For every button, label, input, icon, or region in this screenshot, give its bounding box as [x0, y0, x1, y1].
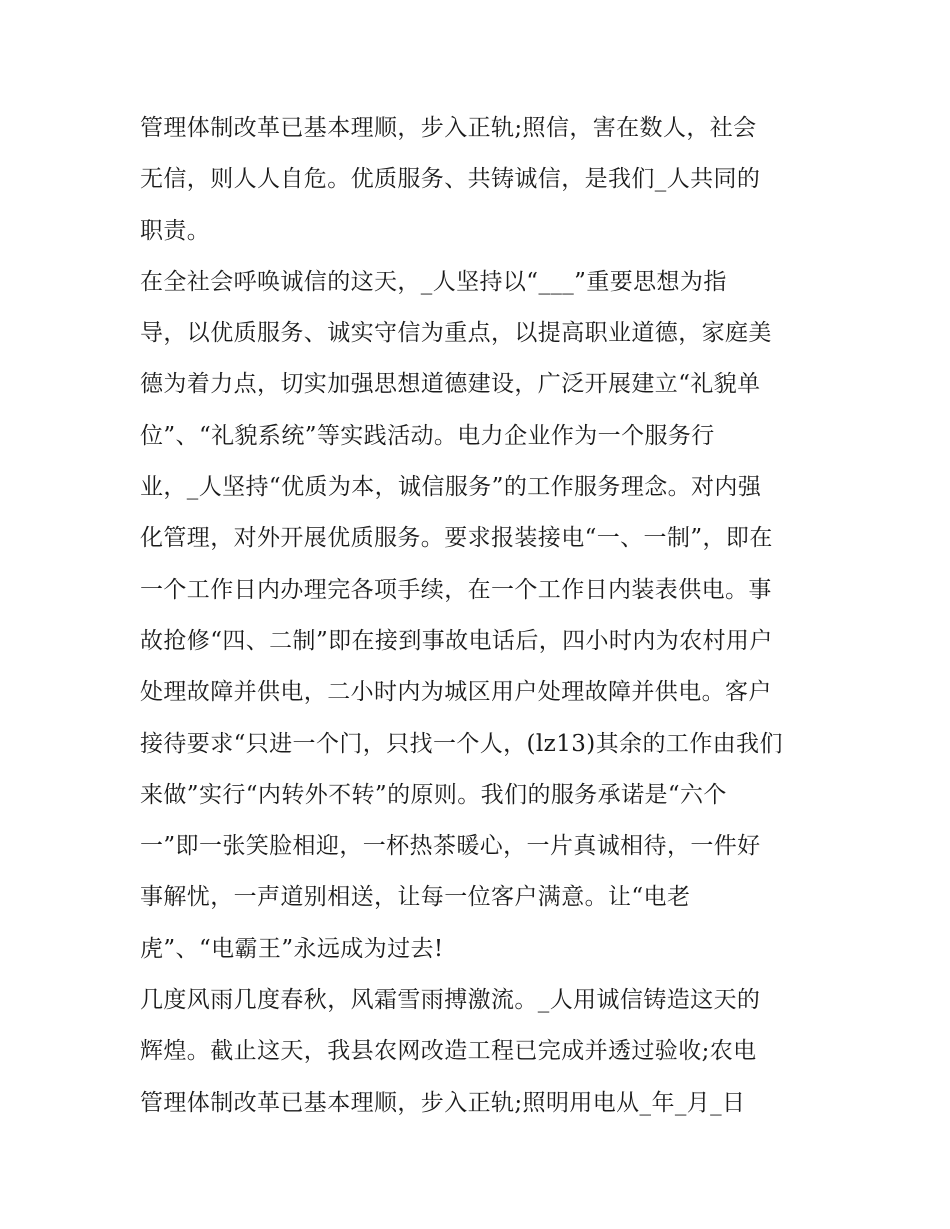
text-line: 业，_人坚持“优质为本，诚信服务”的工作服务理念。对内强: [140, 474, 762, 501]
text-line: 一个工作日内办理完各项手续，在一个工作日内装表供电。事: [140, 576, 772, 603]
text-line: 导，以优质服务、诚实守信为重点，以提高职业道德，家庭美: [140, 320, 772, 347]
text-line: 一”即一张笑脸相迎，一杯热茶暖心，一片真诚相待，一件好: [140, 833, 761, 860]
text-line: 事解忧，一声道别相送，让每一位客户满意。让“电老: [140, 884, 691, 911]
text-line: 管理体制改革已基本理顺，步入正轨;照明用电从_年_月_日: [140, 1089, 746, 1116]
text-line: 虎”、“电霸王”永远成为过去!: [140, 935, 444, 962]
text-line: 位”、“礼貌系统”等实践活动。电力企业作为一个服务行: [140, 422, 715, 449]
text-line: 化管理，对外开展优质服务。要求报装接电“一、一制”，即在: [140, 525, 773, 552]
text-line: 辉煌。截止这天，我县农网改造工程已完成并透过验收;农电: [140, 1038, 757, 1065]
text-line: 在全社会呼唤诚信的这天，_人坚持以“___”重要思想为指: [140, 268, 727, 295]
document-body: [140, 103, 820, 1129]
text-line: 处理故障并供电，二小时内为城区用户处理故障并供电。客户: [140, 679, 772, 706]
text-line: 无信，则人人自危。优质服务、共铸诚信，是我们_人共同的: [140, 166, 761, 193]
text-line: 几度风雨几度春秋，风霜雪雨搏激流。_人用诚信铸造这天的: [140, 987, 761, 1014]
text-line: 职责。: [140, 217, 211, 244]
text-line: 来做”实行“内转外不转”的原则。我们的服务承诺是“六个: [140, 781, 727, 808]
text-line: 管理体制改革已基本理顺，步入正轨;照信，害在数人，社会: [140, 115, 757, 141]
text-line: 接待要求“只进一个门，只找一个人，(lz13)其余的工作由我们: [140, 730, 783, 757]
text-line: 德为着力点，切实加强思想道德建设，广泛开展建立“礼貌单: [140, 371, 761, 398]
text-line: 故抢修“四、二制”即在接到事故电话后，四小时内为农村用户: [140, 627, 773, 654]
